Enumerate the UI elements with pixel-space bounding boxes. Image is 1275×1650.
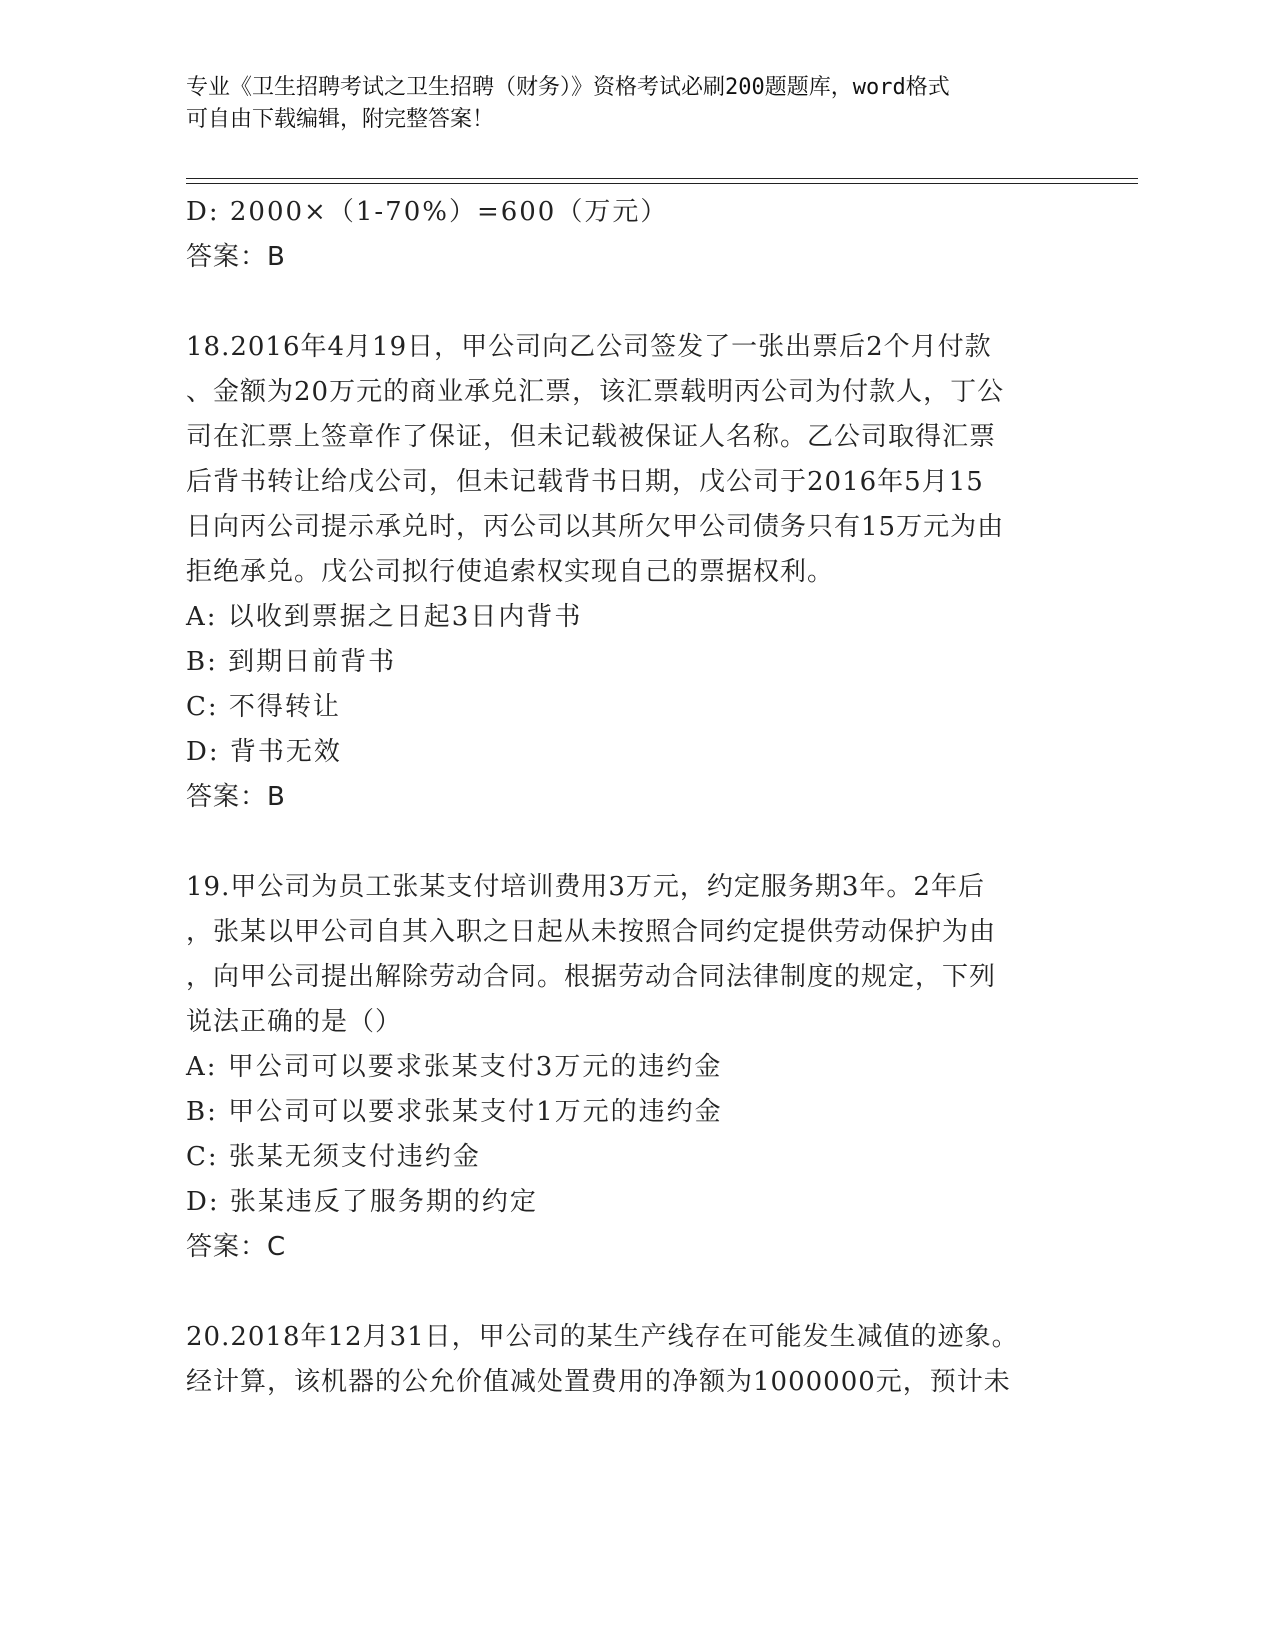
- option-c: C: 不得转让: [186, 692, 341, 722]
- option-d: D: 张某违反了服务期的约定: [186, 1187, 538, 1217]
- option-c: C: 张某无须支付违约金: [186, 1142, 481, 1172]
- answer-line: 答案：C: [186, 1232, 287, 1262]
- question-text-line: 经计算，该机器的公允价值减处置费用的净额为1000000元，预计未: [186, 1367, 1011, 1397]
- question-20: [186, 1315, 1066, 1405]
- question-text-line: 拒绝承兑。戊公司拟行使追索权实现自己的票据权利。: [186, 557, 835, 587]
- question-text-line: ，张某以甲公司自其入职之日起从未按照合同约定提供劳动保护为由: [186, 917, 997, 947]
- option-b: B: 甲公司可以要求张某支付1万元的违约金: [186, 1097, 723, 1127]
- header-rule-bottom: [186, 183, 1138, 184]
- question-text-line: 、金额为20万元的商业承兑汇票，该汇票载明丙公司为付款人，丁公: [186, 377, 1005, 407]
- previous-question-tail: [186, 190, 1066, 280]
- header-title-line-1: 专业《卫生招聘考试之卫生招聘（财务）》资格考试必刷200题题库，word格式: [186, 75, 950, 100]
- answer-line: 答案：B: [186, 242, 286, 272]
- answer-line: 答案：B: [186, 782, 286, 812]
- option-d: D: 2000×（1-70%）=600（万元）: [186, 197, 669, 227]
- document-header: [186, 72, 1086, 136]
- question-19: [186, 865, 1066, 1270]
- spacer: [186, 1270, 1066, 1315]
- question-text-line: 19.甲公司为员工张某支付培训费用3万元，约定服务期3年。2年后: [186, 872, 985, 902]
- question-text-line: ，向甲公司提出解除劳动合同。根据劳动合同法律制度的规定，下列: [186, 962, 997, 992]
- question-text-line: 后背书转让给戊公司，但未记载背书日期，戊公司于2016年5月15: [186, 467, 984, 497]
- header-title-line-2: 可自由下载编辑，附完整答案！: [186, 107, 495, 132]
- spacer: [186, 820, 1066, 865]
- question-text-line: 司在汇票上签章作了保证，但未记载被保证人名称。乙公司取得汇票: [186, 422, 997, 452]
- question-text-line: 20.2018年12月31日，甲公司的某生产线存在可能发生减值的迹象。: [186, 1322, 1019, 1352]
- option-a: A: 甲公司可以要求张某支付3万元的违约金: [186, 1052, 723, 1082]
- question-text-line: 说法正确的是（）: [186, 1007, 403, 1037]
- option-a: A: 以收到票据之日起3日内背书: [186, 602, 583, 632]
- question-text-line: 18.2016年4月19日，甲公司向乙公司签发了一张出票后2个月付款: [186, 332, 992, 362]
- document-body: [186, 190, 1066, 1405]
- option-b: B: 到期日前背书: [186, 647, 397, 677]
- question-18: [186, 325, 1066, 820]
- spacer: [186, 280, 1066, 325]
- question-text-line: 日向丙公司提示承兑时，丙公司以其所欠甲公司债务只有15万元为由: [186, 512, 1005, 542]
- header-rule-top: [186, 178, 1138, 179]
- option-d: D: 背书无效: [186, 737, 342, 767]
